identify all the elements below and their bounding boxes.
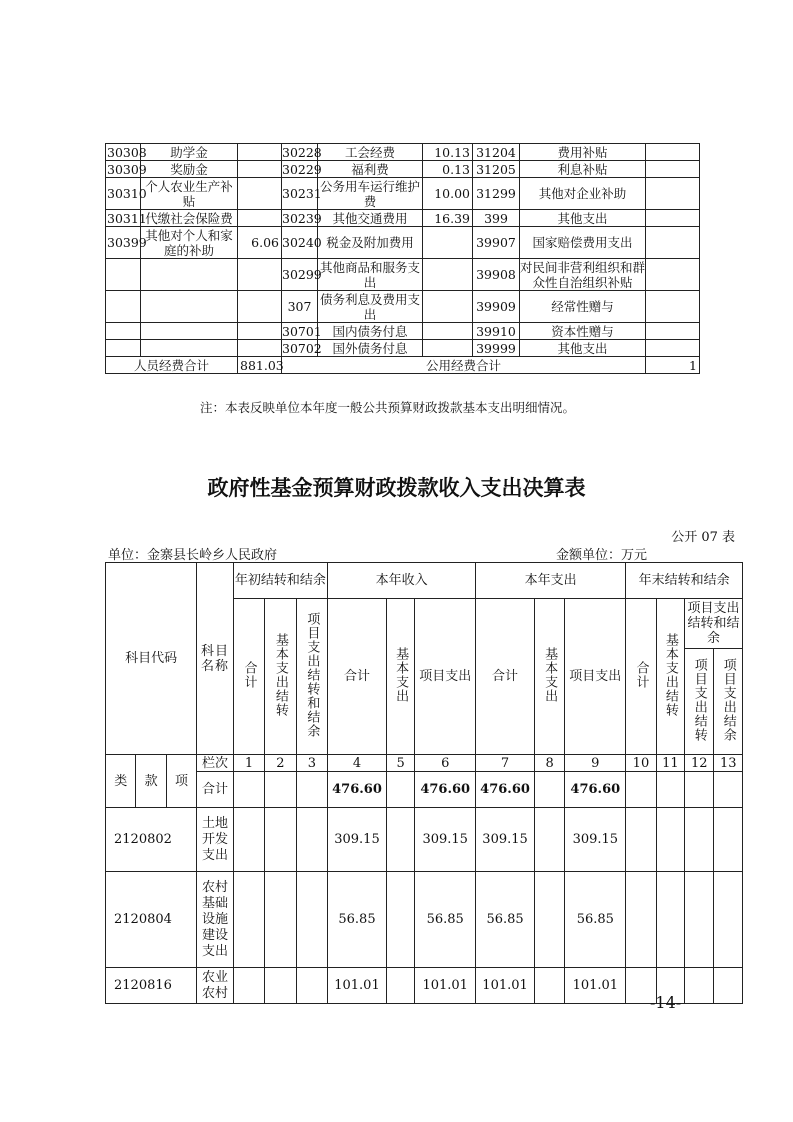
expense-detail-body xyxy=(106,144,700,357)
econ-value xyxy=(423,291,473,323)
econ-code: 31299 xyxy=(473,178,520,210)
empty-cell xyxy=(386,968,414,1004)
expense-total-header: 合计 xyxy=(476,599,535,755)
empty-cell xyxy=(233,808,264,872)
empty-cell xyxy=(534,872,564,968)
table-row xyxy=(106,259,700,291)
econ-code xyxy=(106,259,141,291)
closing-total-header: 合计 xyxy=(626,599,656,755)
amount-cell: 56.85 xyxy=(328,872,387,968)
econ-name: 工会经费 xyxy=(318,144,423,161)
econ-value xyxy=(646,323,700,340)
econ-name: 其他支出 xyxy=(520,340,646,357)
econ-code: 39999 xyxy=(473,340,520,357)
amount-cell: 101.01 xyxy=(328,968,387,1004)
fund-table xyxy=(105,562,743,1004)
empty-cell xyxy=(656,808,684,872)
empty-cell xyxy=(265,968,296,1004)
econ-code: 30308 xyxy=(107,144,147,160)
income-project-header: 项目支出 xyxy=(415,599,476,755)
amount-cell: 309.15 xyxy=(476,808,535,872)
table-row xyxy=(106,291,700,323)
econ-code: 39908 xyxy=(473,259,520,291)
empty-cell xyxy=(685,872,714,968)
econ-value xyxy=(646,210,700,227)
econ-value xyxy=(646,227,700,259)
col-num: 9 xyxy=(565,755,626,772)
total-expense: 476.60 xyxy=(476,772,535,808)
econ-value xyxy=(238,291,282,323)
econ-name: 代缴社会保险费 xyxy=(141,210,238,227)
table-row xyxy=(106,178,700,210)
empty-cell xyxy=(296,968,327,1004)
empty-cell xyxy=(233,968,264,1004)
total-income: 476.60 xyxy=(328,772,387,808)
econ-code: 30229 xyxy=(282,161,322,177)
econ-code xyxy=(106,340,141,357)
empty-cell xyxy=(296,808,327,872)
econ-code: 30228 xyxy=(282,144,322,160)
econ-name: 其他交通费用 xyxy=(318,210,423,227)
econ-name xyxy=(141,323,238,340)
econ-value xyxy=(238,340,282,357)
subject-code: 2120816 xyxy=(106,968,197,1004)
econ-name xyxy=(141,340,238,357)
econ-name: 国内债务付息 xyxy=(318,323,423,340)
econ-name: 个人农业生产补贴 xyxy=(141,178,238,210)
unit-label: 单位：金寨县长岭乡人民政府 xyxy=(108,548,278,563)
total-label: 合计 xyxy=(197,772,234,808)
column-index-label: 栏次 xyxy=(197,755,234,772)
econ-name: 利息补贴 xyxy=(520,161,646,178)
econ-code: 399 xyxy=(473,210,520,227)
econ-code: 30239 xyxy=(282,210,322,226)
amount-cell: 309.15 xyxy=(415,808,476,872)
income-header: 本年收入 xyxy=(328,563,476,599)
expense-detail-footer xyxy=(106,357,700,374)
econ-value xyxy=(646,259,700,291)
col-num: 1 xyxy=(233,755,264,772)
col-num: 6 xyxy=(415,755,476,772)
col-num: 13 xyxy=(714,755,743,772)
econ-name: 其他支出 xyxy=(520,210,646,227)
expense-detail-table xyxy=(105,143,700,374)
empty-cell xyxy=(265,808,296,872)
empty-cell xyxy=(534,808,564,872)
econ-name: 税金及附加费用 xyxy=(318,227,423,259)
econ-name: 其他对企业补助 xyxy=(520,178,646,210)
col-num: 7 xyxy=(476,755,535,772)
empty-cell xyxy=(714,872,743,968)
econ-value xyxy=(646,161,700,178)
amount-cell: 101.01 xyxy=(415,968,476,1004)
empty-cell xyxy=(626,872,656,968)
empty-cell xyxy=(386,872,414,968)
income-total-header: 合计 xyxy=(328,599,387,755)
closing-project-surplus-header: 项目支出结余 xyxy=(714,649,743,755)
econ-code: 30310 xyxy=(106,178,141,210)
econ-name: 债务利息及费用支出 xyxy=(318,291,423,323)
opening-project-header: 项目支出结转和结余 xyxy=(296,599,327,755)
econ-code: 30309 xyxy=(107,161,147,177)
page-title: 政府性基金预算财政拨款收入支出决算表 xyxy=(207,476,586,500)
econ-code: 30701 xyxy=(282,323,322,339)
econ-name: 其他对个人和家庭的补助 xyxy=(141,227,238,259)
personnel-total-value: 881.03 xyxy=(238,357,282,374)
econ-value: 0.13 xyxy=(423,161,473,178)
econ-name xyxy=(141,259,238,291)
econ-value xyxy=(423,323,473,340)
econ-code: 30299 xyxy=(282,259,318,291)
opening-header: 年初结转和结余 xyxy=(233,563,327,599)
amount-cell: 309.15 xyxy=(565,808,626,872)
econ-value xyxy=(423,340,473,357)
expense-header: 本年支出 xyxy=(476,563,626,599)
econ-name: 其他商品和服务支出 xyxy=(318,259,423,291)
econ-code: 30399 xyxy=(106,227,141,259)
econ-value: 10.13 xyxy=(423,144,473,161)
table-row xyxy=(106,161,700,178)
col-num: 11 xyxy=(656,755,684,772)
opening-basic-header: 基本支出结转 xyxy=(265,599,296,755)
econ-value xyxy=(646,291,700,323)
public-total-value: 1 xyxy=(646,357,700,374)
public-total-label: 公用经费合计 xyxy=(282,357,646,374)
econ-code: 39909 xyxy=(473,291,520,323)
closing-basic-header: 基本支出结转 xyxy=(656,599,684,755)
total-expense-project: 476.60 xyxy=(565,772,626,808)
econ-code: 307 xyxy=(282,291,318,323)
econ-name: 经常性赠与 xyxy=(520,291,646,323)
col-num: 12 xyxy=(685,755,714,772)
econ-code: 30240 xyxy=(282,227,318,259)
table-row xyxy=(106,144,700,161)
econ-name: 助学金 xyxy=(141,144,238,161)
subject-code: 2120802 xyxy=(106,808,197,872)
table-row xyxy=(106,808,743,872)
econ-value xyxy=(646,178,700,210)
amount-cell: 56.85 xyxy=(476,872,535,968)
econ-code: 31205 xyxy=(473,161,520,178)
econ-value xyxy=(238,210,282,227)
econ-value xyxy=(423,259,473,291)
col-num: 10 xyxy=(626,755,656,772)
econ-code xyxy=(106,291,141,323)
econ-code: 30231 xyxy=(282,178,318,210)
econ-name: 资本性赠与 xyxy=(520,323,646,340)
table-row xyxy=(106,323,700,340)
econ-value xyxy=(238,323,282,340)
table-row xyxy=(106,340,700,357)
econ-name xyxy=(141,291,238,323)
total-row xyxy=(106,772,743,808)
econ-value: 6.06 xyxy=(238,227,282,259)
closing-project-header: 项目支出结转和结余 xyxy=(685,599,743,649)
col-num: 4 xyxy=(328,755,387,772)
lei-header: 类 xyxy=(106,755,136,808)
empty-cell xyxy=(685,808,714,872)
econ-name: 对民间非营利组织和群众性自治组织补贴 xyxy=(520,259,646,290)
total-income-project: 476.60 xyxy=(415,772,476,808)
amount-cell: 309.15 xyxy=(328,808,387,872)
empty-cell xyxy=(626,808,656,872)
table-note: 注：本表反映单位本年度一般公共预算财政拨款基本支出明细情况。 xyxy=(200,400,576,415)
table-row xyxy=(106,968,743,1004)
table-row xyxy=(106,210,700,227)
econ-code: 30311 xyxy=(107,210,147,226)
empty-cell xyxy=(714,808,743,872)
kuan-header: 款 xyxy=(136,755,166,808)
amount-unit-label: 金额单位：万元 xyxy=(556,548,648,563)
income-basic-header: 基本支出 xyxy=(386,599,414,755)
table-row xyxy=(106,872,743,968)
econ-code: 39907 xyxy=(473,227,520,259)
expense-project-header: 项目支出 xyxy=(565,599,626,755)
fund-table-body xyxy=(106,808,743,1004)
closing-header: 年末结转和结余 xyxy=(626,563,743,599)
empty-cell xyxy=(296,872,327,968)
col-num: 2 xyxy=(265,755,296,772)
page-number: -14- xyxy=(650,993,682,1012)
xiang-header: 项 xyxy=(166,755,196,808)
empty-cell xyxy=(265,872,296,968)
subject-code: 2120804 xyxy=(106,872,197,968)
econ-value xyxy=(238,161,282,178)
amount-cell: 101.01 xyxy=(476,968,535,1004)
econ-name: 国外债务付息 xyxy=(318,340,423,357)
col-num: 3 xyxy=(296,755,327,772)
econ-name: 奖励金 xyxy=(141,161,238,178)
econ-value xyxy=(646,144,700,161)
col-num: 5 xyxy=(386,755,414,772)
subject-name: 农村基础设施建设支出 xyxy=(197,872,234,968)
empty-cell xyxy=(534,968,564,1004)
empty-cell xyxy=(714,968,743,1004)
econ-name: 费用补贴 xyxy=(520,144,646,161)
empty-cell xyxy=(685,968,714,1004)
econ-value xyxy=(238,144,282,161)
econ-code: 31204 xyxy=(473,144,520,161)
econ-value xyxy=(423,227,473,259)
expense-basic-header: 基本支出 xyxy=(534,599,564,755)
subject-name: 农业农村 xyxy=(197,968,234,1004)
econ-value xyxy=(646,340,700,357)
econ-value xyxy=(238,178,282,210)
col-num: 8 xyxy=(534,755,564,772)
econ-name: 公务用车运行维护费 xyxy=(318,178,423,210)
closing-project-carry-header: 项目支出结转 xyxy=(685,649,714,755)
subject-name-header: 科目名称 xyxy=(197,563,234,755)
econ-name: 国家赔偿费用支出 xyxy=(520,227,646,259)
econ-value: 10.00 xyxy=(423,178,473,210)
amount-cell: 101.01 xyxy=(565,968,626,1004)
econ-name: 福利费 xyxy=(318,161,423,178)
empty-cell xyxy=(386,808,414,872)
econ-code: 39910 xyxy=(473,323,520,340)
econ-value: 16.39 xyxy=(423,210,473,227)
table-number: 公开 07 表 xyxy=(671,530,735,545)
econ-value xyxy=(238,259,282,291)
personnel-total-label: 人员经费合计 xyxy=(106,357,238,374)
table-row xyxy=(106,227,700,259)
econ-code: 30702 xyxy=(282,340,322,356)
column-index-row xyxy=(106,755,743,772)
opening-total-header: 合计 xyxy=(233,599,264,755)
amount-cell: 56.85 xyxy=(565,872,626,968)
subject-code-header: 科目代码 xyxy=(106,563,197,755)
econ-code xyxy=(106,323,141,340)
empty-cell xyxy=(656,872,684,968)
amount-cell: 56.85 xyxy=(415,872,476,968)
empty-cell xyxy=(233,872,264,968)
subject-name: 土地开发支出 xyxy=(197,808,234,872)
